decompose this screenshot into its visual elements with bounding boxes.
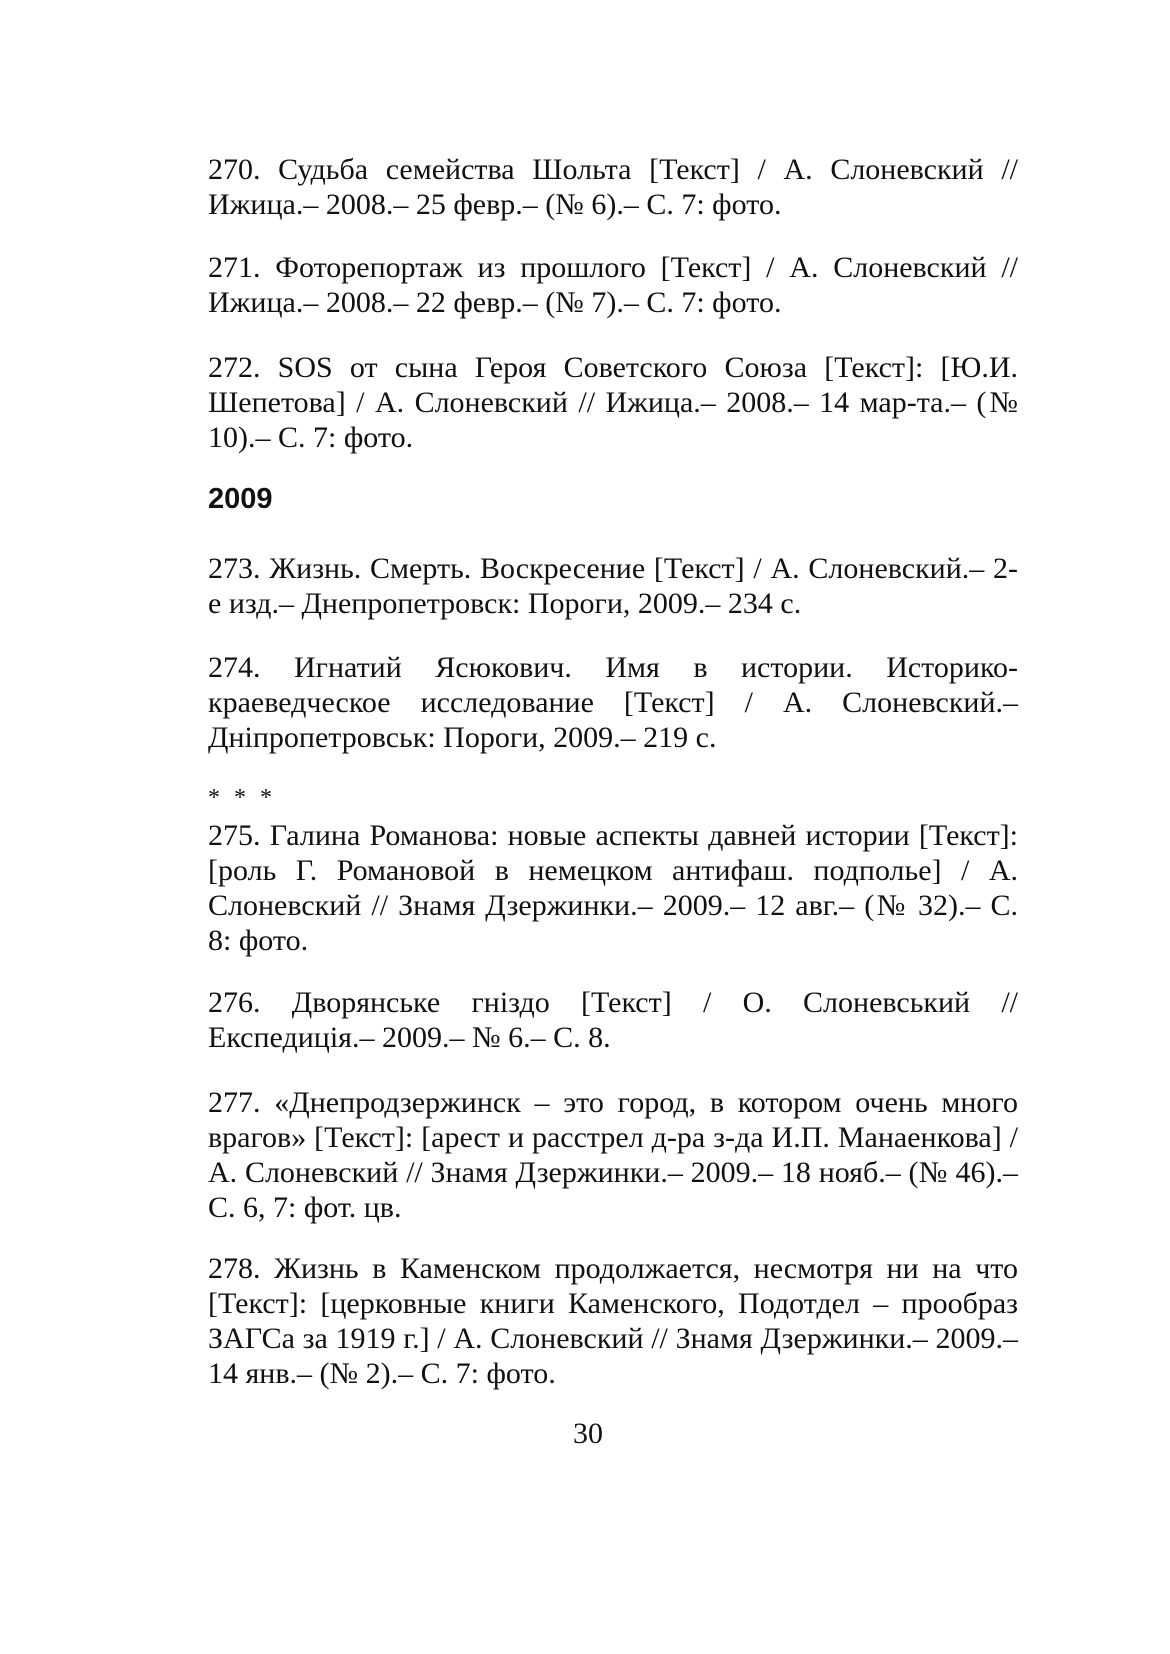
bibliography-entry-276: 276. Дворянське гніздо [Текст] / О. Слоневський // Експедиція.– 2009.– № 6.– С. 8. (208, 986, 1018, 1054)
page-number: 30 (573, 1417, 603, 1450)
bibliography-entry-275: 275. Галина Романова: новые аспекты давней истории [Текст]: [роль Г. Романовой в немецком антифаш. подполье] / А. Слоневский // Знамя Дзержинки.– 2009.– 12 авг.– (№ 32).– С. 8: фото. (208, 819, 1018, 957)
bibliography-entry-278: 278. Жизнь в Каменском продолжается, несмотря ни на что [Текст]: [церковные книги Каменского, Подотдел – прообраз ЗАГСа за 1919 г.] / А. Слоневский // Знамя Дзержинки.– 2009.– 14 янв.– (№ 2).– С. 7: фото. (208, 1252, 1018, 1390)
bibliography-entry-272: 272. SOS от сына Героя Советского Союза [Текст]: [Ю.И. Шепетова] / А. Слоневский // Ижица.– 2008.– 14 мар-та.– (№ 10).– С. 7: фото. (208, 351, 1018, 454)
document-page (208, 0, 1018, 1654)
bibliography-entry-270: 270. Судьба семейства Шольта [Текст] / А. Слоневский // Ижица.– 2008.– 25 февр.– (№ 6).– С. 7: фото. (208, 153, 1018, 221)
bibliography-entry-271: 271. Фоторепортаж из прошлого [Текст] / А. Слоневский // Ижица.– 2008.– 22 февр.– (№ 7).– С. 7: фото. (208, 251, 1018, 319)
year-heading: 2009 (208, 483, 273, 515)
bibliography-entry-277: 277. «Днепродзержинск – это город, в котором очень много врагов» [Текст]: [арест и расстрел д-ра з-да И.П. Манаенкова] / А. Слоневский // Знамя Дзержинки.– 2009.– 18 нояб.– (№ 46).– С. 6, 7: фот. цв. (208, 1086, 1018, 1224)
section-separator: * * * (208, 785, 276, 811)
bibliography-entry-274: 274. Игнатий Ясюкович. Имя в истории. Историко-краеведческое исследование [Текст] / А. Слоневский.– Дніпропетровськ: Пороги, 2009.– 219 с. (208, 651, 1018, 754)
bibliography-entry-273: 273. Жизнь. Смерть. Воскресение [Текст] / А. Слоневский.– 2-е изд.– Днепропетровск: Пороги, 2009.– 234 с. (208, 552, 1018, 620)
